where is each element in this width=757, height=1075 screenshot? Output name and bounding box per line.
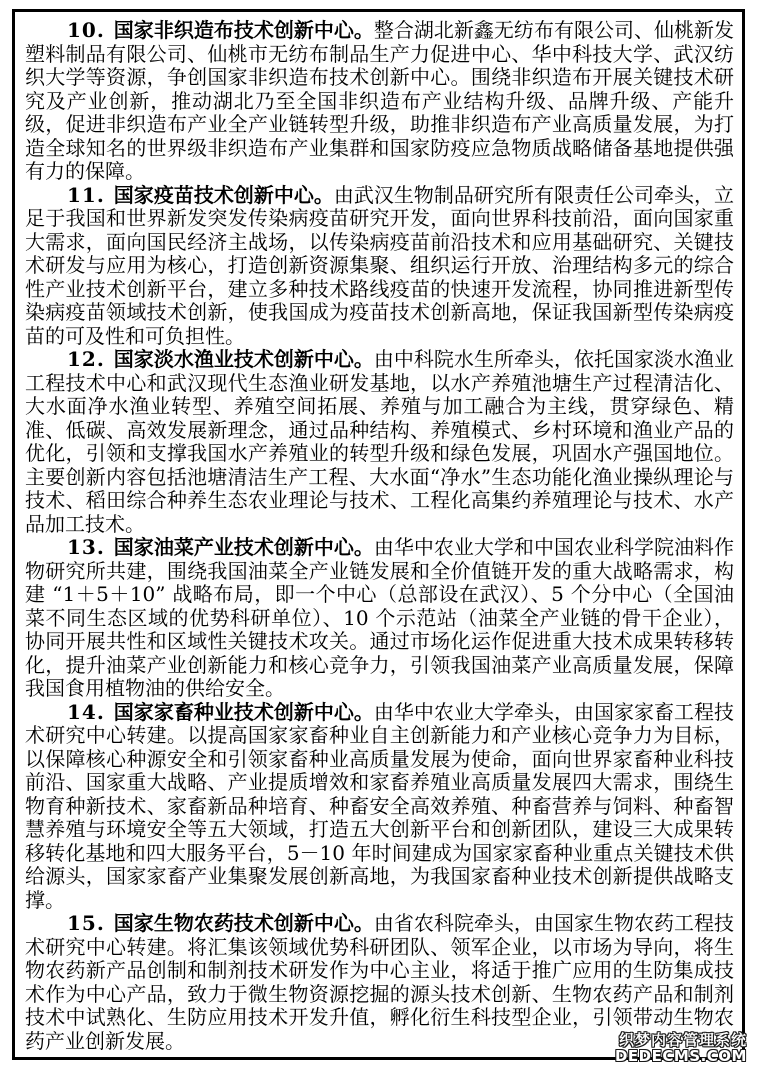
paragraph-title: 国家疫苗技术创新中心。 [113,182,334,207]
paragraph-12 [25,348,734,536]
page-frame [12,9,745,1060]
paragraph-body: 由华中农业大学牵头，由国家家畜工程技术研究中心转建。以提高国家家畜种业自主创新能力和产业核心竞争力为目标，以保障核心种源安全和引领家畜种业高质量发展为使命，面向世界家畜种业科技前沿、国家重大战略、产业提质增效和家畜养殖业高质量发展四大需求，围绕生物育种新技术、家畜新品种培育、种畜安全高效养殖、种畜营养与饲料、种畜智慧养殖与环境安全等五大领域，打造五大创新平台和创新团队，建设三大成果转移转化基地和四大服务平台，5－10 年时间建成为国家家畜种业重点关键技术供给源头，国家家畜产业集聚发展创新高地，为我国家畜种业技术创新提供战略支撑。 [25,699,735,912]
paragraph-title: 国家非织造布技术创新中心。 [113,18,374,42]
paragraph-13 [25,536,734,701]
paragraph-title: 国家家畜种业技术创新中心。 [113,699,374,724]
paragraph-10 [25,19,734,184]
paragraph-body: 由武汉生物制品研究所有限责任公司牵头，立足于我国和世界新发突发传染病疫苗研究开发，面向世界科技前沿，面向国家重大需求，面向国民经济主战场，以传染病疫苗前沿技术和应用基础研究、关键技术研发与应用为核心，打造创新资源集聚、组织运行开放、治理结构多元的综合性产业技术创新平台，建立多种技术路线疫苗的快速开发流程，协同推进新型传染病疫苗领域技术创新，使我国成为疫苗技术创新高地，保证我国新型传染病疫苗的可及性和可负担性。 [25,182,735,348]
paragraph-number: 13. [67,535,105,559]
watermark-domain: DEDECMS.COM [614,1047,747,1065]
paragraph-number: 11. [67,182,105,207]
paragraph-14 [25,701,734,913]
paragraph-number: 14. [67,699,105,724]
paragraph-number: 12. [67,347,105,371]
paragraph-body: 由中科院水生所牵头，依托国家淡水渔业工程技术中心和武汉现代生态渔业研发基地，以水产养殖池塘生产过程清洁化、大水面净水渔业转型、养殖空间拓展、养殖与加工融合为主线，贯穿绿色、精准、低碳、高效发展新理念，通过品种结构、养殖模式、乡村环境和渔业产品的优化，引领和支撑我国水产养殖业的转型升级和绿色发展，巩固水产强国地位。主要创新内容包括池塘清洁生产工程、大水面“净水”生态功能化渔业操纵理论与技术、稻田综合种养生态农业理论与技术、工程化高集约养殖理论与技术、水产品加工技术。 [25,347,735,536]
paragraph-body: 由省农科院牵头，由国家生物农药工程技术研究中心转建。将汇集该领域优势科研团队、领军企业，以市场为导向，将生物农药新产品创制和制剂技术研发作为中心主业，将适于推广应用的生防集成技术作为中心产品，致力于微生物资源挖掘的源头技术创新、生物农药产品和制剂技术中试熟化、生防应用技术开发升值，孵化衍生科技型企业，引领带动生物农药产业创新发展。 [25,911,735,1053]
paragraph-number: 15. [67,911,105,935]
paragraph-title: 国家油菜产业技术创新中心。 [113,535,374,559]
paragraph-number: 10. [67,18,105,42]
watermark [615,1033,747,1064]
paragraph-title: 国家生物农药技术创新中心。 [113,911,374,935]
paragraph-body: 整合湖北新鑫无纺布有限公司、仙桃新发塑料制品有限公司、仙桃市无纺布制品生产力促进中心、华中科技大学、武汉纺织大学等资源，争创国家非织造布技术创新中心。围绕非织造布开展关键技术研究及产业创新，推动湖北乃至全国非织造布产业结构升级、品牌升级、产能升级，促进非织造布产业全产业链转型升级，助推非织造布产业高质量发展，为打造全球知名的世界级非织造布产业集群和国家防疫应急物质战略储备基地提供强有力的保障。 [25,18,735,183]
watermark-cms-name: 织梦内容管理系统 [618,1031,747,1049]
paragraph-body: 由华中农业大学和中国农业科学院油料作物研究所共建，围绕我国油菜全产业链发展和全价值链开发的重大战略需求，构建 “1＋5＋10” 战略布局，即一个中心（总部设在武汉）、5 个分中心（全国油菜不同生态区域的优势科研单位）、10 个示范站（油菜全产业链的骨干企业），协同开展共性和区域性关键技术攻关。通过市场化运作促进重大技术成果转移转化，提升油菜产业创新能力和核心竞争力，引领我国油菜产业高质量发展，保障我国食用植物油的供给安全。 [25,535,735,700]
paragraph-title: 国家淡水渔业技术创新中心。 [113,347,374,371]
paragraph-11 [25,184,734,349]
